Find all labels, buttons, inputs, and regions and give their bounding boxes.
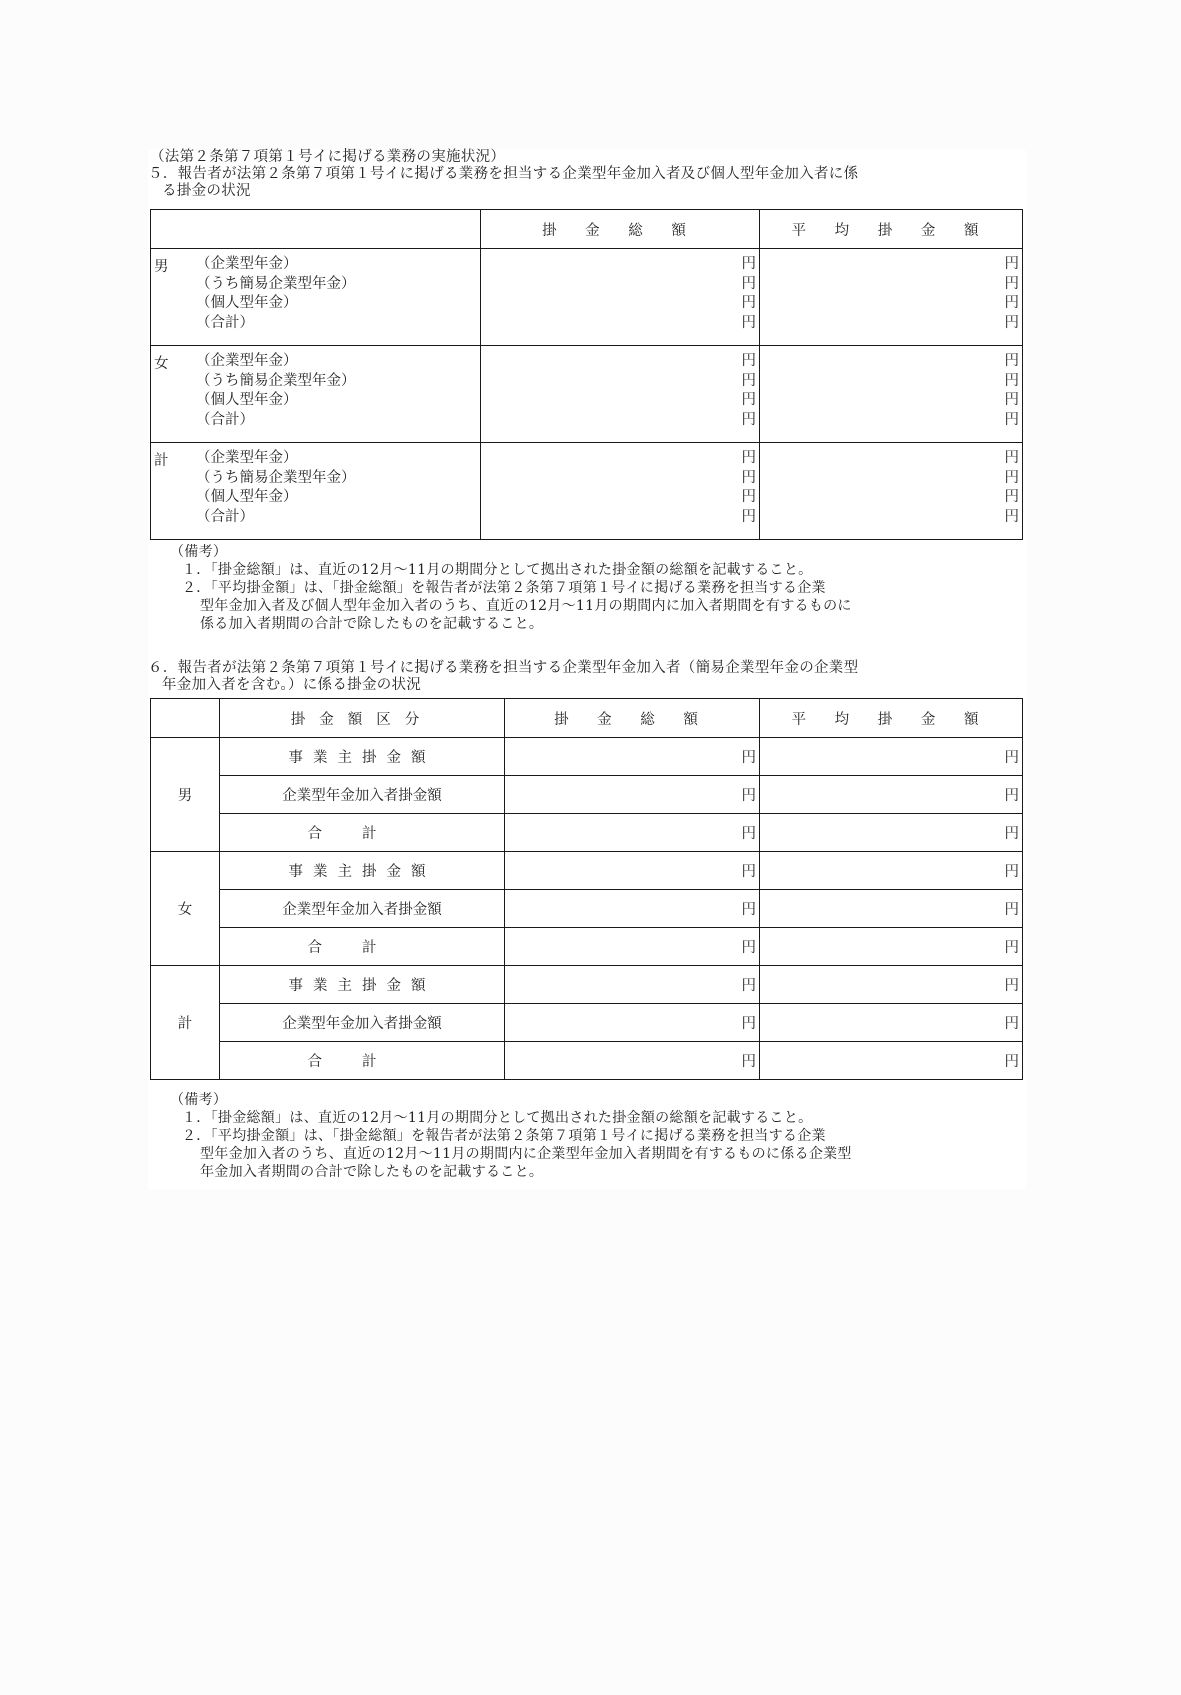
row-label-employer-contribution: 事業主掛金額	[220, 738, 505, 776]
average-amount-cell[interactable]: 円	[760, 966, 1023, 1004]
item-label: （企業型年金）	[196, 256, 298, 272]
total-amount-cell[interactable]: 円	[505, 814, 760, 852]
item-label: （うち簡易企業型年金）	[196, 275, 356, 292]
item-label: （合計）	[196, 314, 254, 331]
average-amount-cell[interactable]: 円	[760, 814, 1023, 852]
row-label-subtotal: 合計	[220, 814, 505, 852]
item-label: （個人型年金）	[196, 489, 298, 505]
total-amount-cell[interactable]: 円	[505, 1004, 760, 1042]
header-blank	[151, 699, 220, 738]
yen-unit: 円	[1004, 295, 1019, 311]
yen-unit: 円	[741, 372, 756, 389]
note-line: 型年金加入者のうち、直近の12月～11月の期間内に企業型年金加入者期間を有するものに係る企業型	[200, 1146, 852, 1162]
average-amount-cell[interactable]: 円	[760, 890, 1023, 928]
note-line: ２．「平均掛金額」は、「掛金総額」を報告者が法第２条第７項第１号イに掲げる業務を担当する企業	[182, 580, 826, 596]
table-row	[151, 852, 1023, 890]
item-label: （企業型年金）	[196, 450, 298, 466]
total-amount-cell[interactable]: 円	[505, 852, 760, 890]
yen-unit: 円	[741, 411, 756, 428]
section6-title-line1: ６．報告者が法第２条第７項第１号イに掲げる業務を担当する企業型年金加入者（簡易企業型年金の企業型	[148, 660, 859, 676]
table-header-row	[151, 699, 1023, 738]
table-row	[151, 776, 1023, 814]
yen-unit: 円	[1004, 275, 1019, 292]
yen-unit: 円	[741, 314, 756, 331]
table-row	[151, 814, 1023, 852]
table-row	[151, 966, 1023, 1004]
section5-table	[150, 209, 1023, 540]
yen-unit: 円	[741, 469, 756, 486]
row-label-employer-contribution: 事業主掛金額	[220, 966, 505, 1004]
row-label-subtotal: 合計	[220, 1042, 505, 1080]
yen-unit: 円	[741, 489, 756, 505]
group-label: 計	[151, 966, 220, 1080]
header-total-contribution: 掛 金 総 額	[505, 699, 760, 738]
yen-unit: 円	[741, 392, 756, 408]
yen-unit: 円	[1004, 411, 1019, 428]
total-amount-cell[interactable]: 円	[505, 890, 760, 928]
header-contribution-category: 掛金額区分	[220, 699, 505, 738]
notes-heading: （備考）	[170, 1092, 228, 1108]
average-amount-cell[interactable]: 円	[760, 928, 1023, 966]
average-amount-cell[interactable]	[760, 249, 1023, 346]
section5-title-line1: ５．報告者が法第２条第７項第１号イに掲げる業務を担当する企業型年金加入者及び個人型年金加入者に係	[148, 166, 859, 182]
total-amount-cell[interactable]: 円	[505, 738, 760, 776]
group-label: 女	[151, 852, 220, 966]
note-line: 係る加入者期間の合計で除したものを記載すること。	[200, 616, 544, 632]
group-label-cell	[151, 443, 481, 540]
section6-title-line2: 年金加入者を含む。）に係る掛金の状況	[162, 677, 422, 693]
row-label-subtotal: 合計	[220, 928, 505, 966]
note-line: １．「掛金総額」は、直近の12月～11月の期間分として拠出された掛金額の総額を記載すること。	[182, 562, 813, 578]
row-label-member-contribution: 企業型年金加入者掛金額	[220, 776, 505, 814]
yen-unit: 円	[741, 275, 756, 292]
header-total-contribution: 掛 金 総 額	[481, 210, 760, 249]
section6-table	[150, 698, 1023, 1080]
yen-unit: 円	[741, 256, 756, 272]
total-amount-cell[interactable]	[481, 346, 760, 443]
note-line: ２．「平均掛金額」は、「掛金総額」を報告者が法第２条第７項第１号イに掲げる業務を担当する企業	[182, 1128, 826, 1144]
row-label-member-contribution: 企業型年金加入者掛金額	[220, 1004, 505, 1042]
item-label: （合計）	[196, 508, 254, 525]
total-amount-cell[interactable]: 円	[505, 966, 760, 1004]
section5-title-line2: る掛金の状況	[162, 183, 251, 199]
table-row	[151, 738, 1023, 776]
yen-unit: 円	[1004, 450, 1019, 466]
yen-unit: 円	[741, 353, 756, 369]
average-amount-cell[interactable]: 円	[760, 1042, 1023, 1080]
average-amount-cell[interactable]: 円	[760, 1004, 1023, 1042]
yen-unit: 円	[741, 508, 756, 525]
total-amount-cell[interactable]	[481, 249, 760, 346]
table-row-male	[151, 249, 1023, 346]
item-label: （個人型年金）	[196, 392, 298, 408]
item-label: （合計）	[196, 411, 254, 428]
item-label: （うち簡易企業型年金）	[196, 372, 356, 389]
total-amount-cell[interactable]: 円	[505, 776, 760, 814]
yen-unit: 円	[1004, 314, 1019, 331]
table-row-total	[151, 443, 1023, 540]
yen-unit: 円	[1004, 353, 1019, 369]
table-row	[151, 1004, 1023, 1042]
group-label-cell	[151, 346, 481, 443]
table-row	[151, 1042, 1023, 1080]
yen-unit: 円	[741, 295, 756, 311]
row-label-member-contribution: 企業型年金加入者掛金額	[220, 890, 505, 928]
header-average-contribution: 平 均 掛 金 額	[760, 210, 1023, 249]
table-header-row	[151, 210, 1023, 249]
row-label-employer-contribution: 事業主掛金額	[220, 852, 505, 890]
document-page	[148, 150, 1026, 1190]
average-amount-cell[interactable]	[760, 443, 1023, 540]
notes-heading: （備考）	[170, 544, 228, 560]
item-label: （個人型年金）	[196, 295, 298, 311]
header-average-contribution: 平 均 掛 金 額	[760, 699, 1023, 738]
yen-unit: 円	[1004, 469, 1019, 486]
total-amount-cell[interactable]: 円	[505, 1042, 760, 1080]
group-label: 男	[154, 259, 169, 275]
note-line: 型年金加入者及び個人型年金加入者のうち、直近の12月～11月の期間内に加入者期間を有するものに	[200, 598, 852, 614]
note-line: 年金加入者期間の合計で除したものを記載すること。	[200, 1164, 544, 1180]
table-row	[151, 890, 1023, 928]
item-label: （企業型年金）	[196, 353, 298, 369]
group-label: 計	[154, 453, 169, 469]
yen-unit: 円	[1004, 392, 1019, 408]
group-label: 女	[154, 356, 169, 372]
group-label: 男	[151, 738, 220, 852]
item-label: （うち簡易企業型年金）	[196, 469, 356, 486]
header-blank	[151, 210, 481, 249]
yen-unit: 円	[741, 450, 756, 466]
table-row-female	[151, 346, 1023, 443]
average-amount-cell[interactable]	[760, 346, 1023, 443]
yen-unit: 円	[1004, 508, 1019, 525]
yen-unit: 円	[1004, 489, 1019, 505]
average-amount-cell[interactable]: 円	[760, 776, 1023, 814]
average-amount-cell[interactable]: 円	[760, 852, 1023, 890]
total-amount-cell[interactable]	[481, 443, 760, 540]
average-amount-cell[interactable]: 円	[760, 738, 1023, 776]
yen-unit: 円	[1004, 372, 1019, 389]
note-line: １．「掛金総額」は、直近の12月～11月の期間分として拠出された掛金額の総額を記載すること。	[182, 1110, 813, 1126]
table-row	[151, 928, 1023, 966]
section-preface: （法第２条第７項第１号イに掲げる業務の実施状況）	[150, 149, 506, 165]
total-amount-cell[interactable]: 円	[505, 928, 760, 966]
yen-unit: 円	[1004, 256, 1019, 272]
group-label-cell	[151, 249, 481, 346]
